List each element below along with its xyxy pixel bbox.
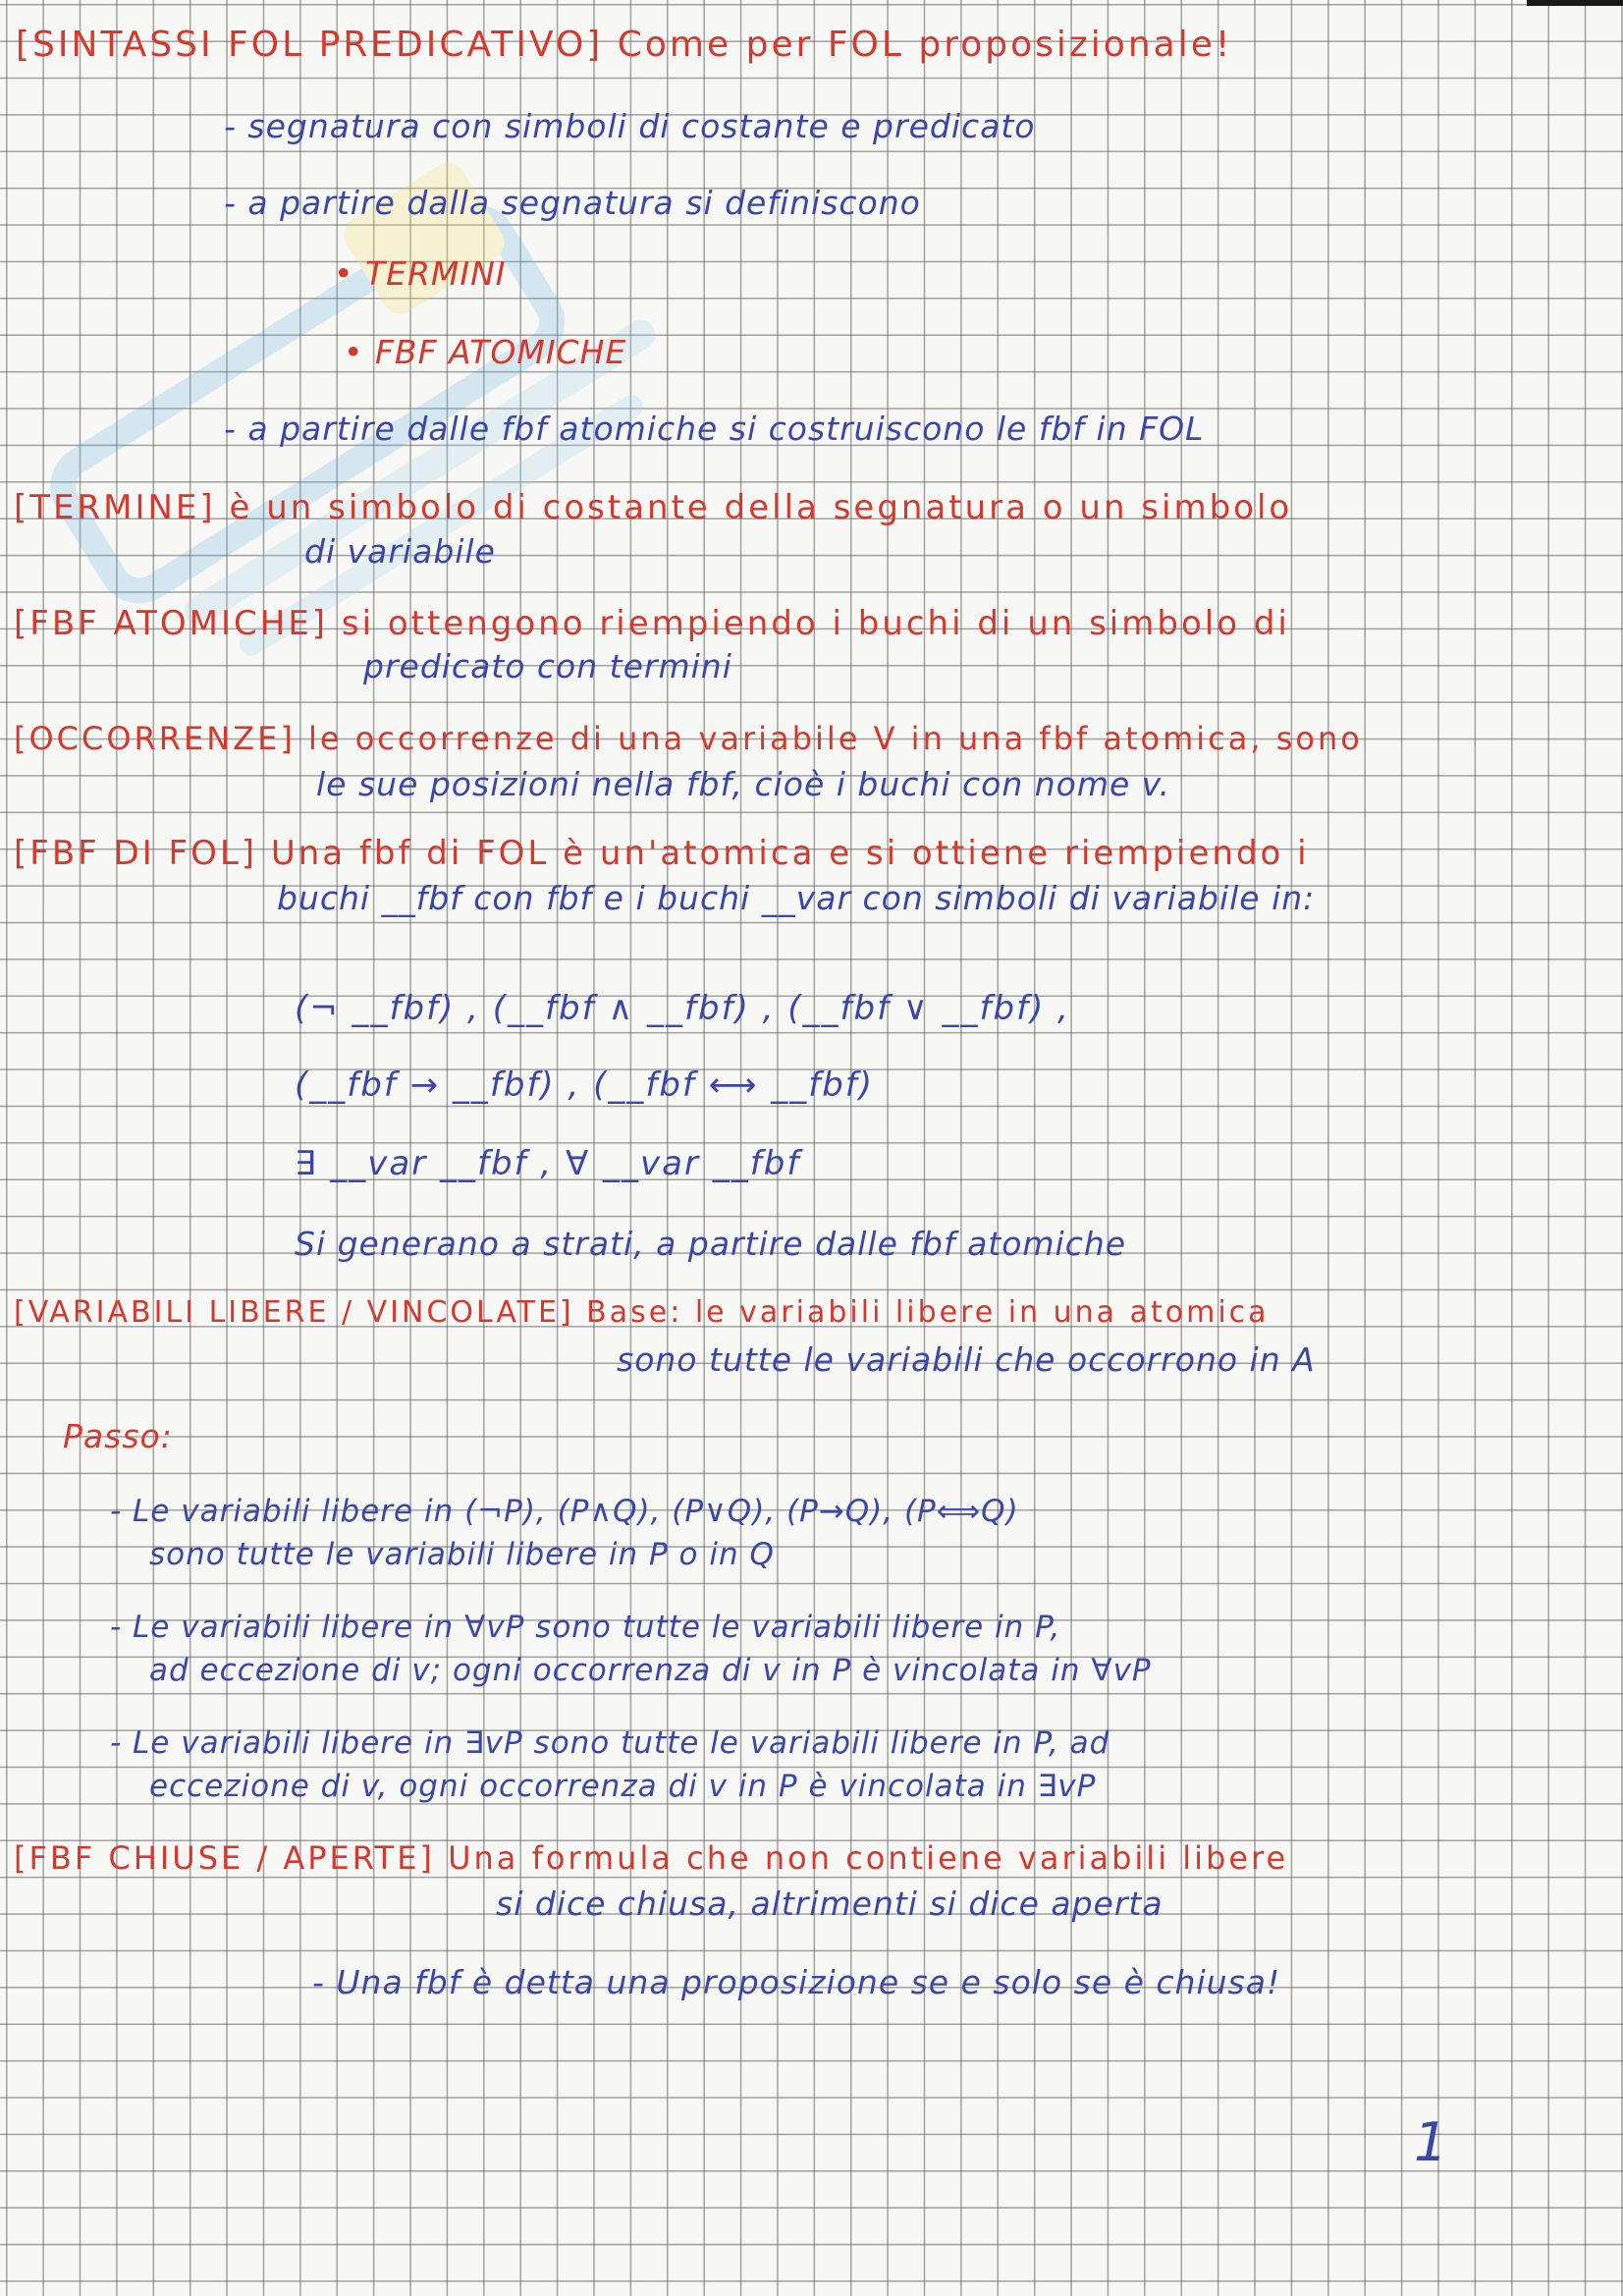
passo-connettivi: - Le variabili libere in (¬P), (P∧Q), (P∨Q), (P→Q), (P⟺Q) xyxy=(110,1494,1019,1529)
scan-edge-mark xyxy=(1527,0,1623,6)
bullet-segnatura: - segnatura con simboli di costante e predicato xyxy=(224,107,1036,145)
definition-variabili-libere: [VARIABILI LIBERE / VINCOLATE] Base: le variabili libere in una atomica xyxy=(14,1295,1270,1330)
passo-label: Passo: xyxy=(63,1417,173,1455)
definition-occorrenze: [OCCORRENZE] le occorrenze di una variabile V in una fbf atomica, sono xyxy=(14,720,1363,757)
passo-connettivi-cont: sono tutte le variabili libere in P o in Q xyxy=(149,1537,775,1572)
definition-termine: [TERMINE] è un simbolo di costante della segnatura o un simbolo xyxy=(14,488,1293,527)
formula-not-and-or: (¬ __fbf) , (__fbf ∧ __fbf) , (__fbf ∨ __fbf) , xyxy=(295,989,1070,1028)
page-number: 1 xyxy=(1414,2111,1448,2173)
definition-variabili-libere-cont: sono tutte le variabili che occorrono in A xyxy=(617,1340,1316,1379)
definition-fbf-di-fol-cont: buchi __fbf con fbf e i buchi __var con simboli di variabile in: xyxy=(277,879,1316,917)
passo-forall: - Le variabili libere in ∀vP sono tutte le variabili libere in P, xyxy=(110,1610,1061,1645)
definition-fbf-chiuse-aperte-cont: si dice chiusa, altrimenti si dice aperta xyxy=(496,1885,1163,1923)
passo-exists: - Le variabili libere in ∃vP sono tutte le variabili libere in P, ad xyxy=(110,1725,1110,1761)
definition-fbf-atomiche: [FBF ATOMICHE] si ottengono riempiendo i buchi di un simbolo di xyxy=(14,604,1290,643)
sub-bullet-termini: • TERMINI xyxy=(334,254,507,293)
definition-fbf-chiuse-aperte: [FBF CHIUSE / APERTE] Una formula che non contiene variabili libere xyxy=(14,1839,1289,1877)
sub-bullet-fbf-atomiche: • FBF ATOMICHE xyxy=(344,333,627,371)
definition-occorrenze-cont: le sue posizioni nella fbf, cioè i buchi con nome v. xyxy=(316,765,1171,803)
definition-termine-cont: di variabile xyxy=(304,532,496,571)
proposizione-note: - Una fbf è detta una proposizione se e solo se è chiusa! xyxy=(312,1963,1281,2001)
bullet-definiscono: - a partire dalla segnatura si definiscono xyxy=(224,184,921,222)
passo-forall-cont: ad eccezione di v; ogni occorrenza di v in P è vincolata in ∀vP xyxy=(149,1653,1152,1688)
definition-fbf-di-fol: [FBF DI FOL] Una fbf di FOL è un'atomica e si ottiene riempiendo i xyxy=(14,834,1310,873)
formula-quantifiers: ∃ __var __fbf , ∀ __var __fbf xyxy=(295,1144,801,1183)
formula-implies-iff: (__fbf → __fbf) , (__fbf ⟷ __fbf) xyxy=(295,1066,875,1105)
bullet-costruiscono: - a partire dalle fbf atomiche si costruiscono le fbf in FOL xyxy=(224,410,1205,448)
strati-note: Si generano a strati, a partire dalle fbf atomiche xyxy=(295,1225,1127,1263)
definition-fbf-atomiche-cont: predicato con termini xyxy=(363,647,732,685)
heading-sintassi-fol-predicativo: [SINTASSI FOL PREDICATIVO] Come per FOL proposizionale! xyxy=(16,25,1233,65)
passo-exists-cont: eccezione di v, ogni occorrenza di v in P è vincolata in ∃vP xyxy=(149,1769,1097,1804)
